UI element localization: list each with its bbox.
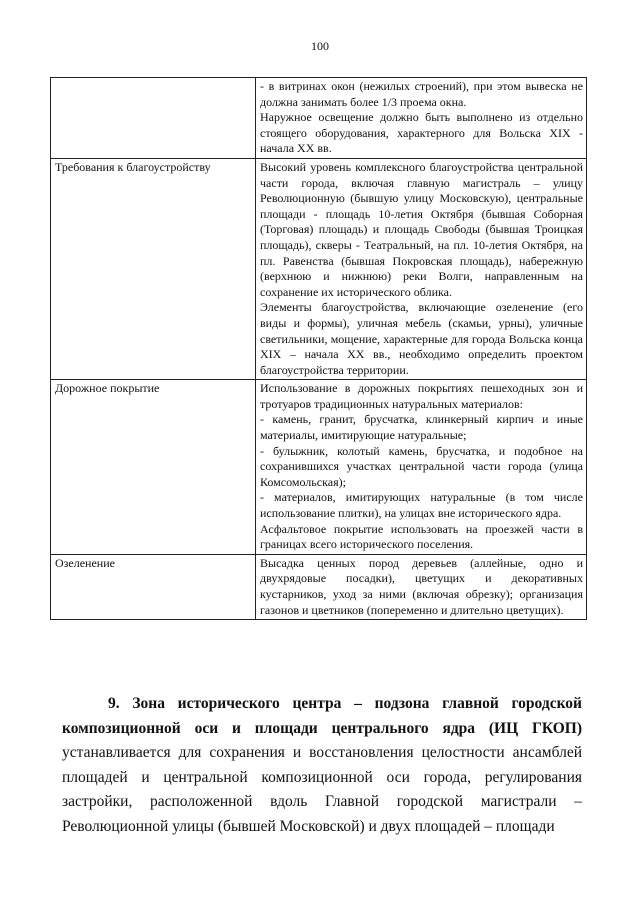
requirements-table xyxy=(50,77,587,620)
row-label xyxy=(51,78,256,159)
table-row xyxy=(51,380,587,555)
section-paragraph xyxy=(62,692,582,840)
row-content xyxy=(256,380,587,555)
section-number: 9. xyxy=(108,695,120,712)
row-content xyxy=(256,78,587,159)
section-title: Зона исторического центра – подзона главной городской композиционной оси и площади центрального ядра (ИЦ ГКОП) xyxy=(62,695,582,737)
paragraph: Элементы благоустройства, включающие озеленение (его виды и формы), уличная мебель (скамьи, урны), уличные светильники, мощение, характерные для города Вольска конца XIX – начала XX вв., необходимо определить проектом благоустройства территории. xyxy=(260,300,583,377)
paragraph: Использование в дорожных покрытиях пешеходных зон и тротуаров традиционных натуральных материалов: xyxy=(260,381,583,411)
section-text: устанавливается для сохранения и восстановления целостности ансамблей площадей и центральной композиционной оси города, регулирования застройки, расположенной вдоль Главной городской магистрали – Революционной улицы (бывшей Московской) и двух площадей – площади xyxy=(62,744,582,835)
table-row xyxy=(51,554,587,619)
row-label: Озеленение xyxy=(51,554,256,619)
page-number: 100 xyxy=(311,39,329,53)
paragraph: - камень, гранит, брусчатка, клинкерный кирпич и иные материалы, имитирующие натуральные; xyxy=(260,412,583,443)
paragraph: Наружное освещение должно быть выполнено из отдельно стоящего оборудования, характерного для Вольска XIX - начала XX вв. xyxy=(260,110,583,156)
row-content xyxy=(256,158,587,379)
paragraph: - материалов, имитирующих натуральные (в том числе использование плитки), на улицах вне исторического ядра. xyxy=(260,490,583,521)
row-label: Дорожное покрытие xyxy=(51,380,256,555)
paragraph: Высадка ценных пород деревьев (аллейные, одно и двухрядовые посадки), цветущих и декоративных кустарников, уход за ними (включая обрезку); организация газонов и цветников (попеременно и длительно цветущих). xyxy=(260,555,583,617)
paragraph: - в витринах окон (нежилых строений), при этом вывеска не должна занимать более 1/3 проема окна. xyxy=(260,79,583,109)
row-content xyxy=(256,554,587,619)
table-row xyxy=(51,78,587,159)
table-row xyxy=(51,158,587,379)
row-label: Требования к благоустройству xyxy=(51,158,256,379)
paragraph: Асфальтовое покрытие использовать на проезжей части в границах всего исторического поселения. xyxy=(260,521,583,552)
paragraph: - булыжник, колотый камень, брусчатка, и подобное на сохранившихся участках центральной части города (улица Комсомольская); xyxy=(260,443,583,489)
paragraph: Высокий уровень комплексного благоустройства центральной части города, включая главную магистраль – улицу Революционную (бывшую улицу Московскую), центральные площади - площадь 10-летия Октября (бывшая Соборная (Торговая) площадь) и площадь Свободы (бывшая Троицкая площадь), скверы - Театральный, на пл. 10-летия Октября, на пл. Равенства (бывшая Покровская площадь), набережную (верхнюю и нижнюю) реки Волги, направленным на сохранение их исторического облика. xyxy=(260,159,583,299)
